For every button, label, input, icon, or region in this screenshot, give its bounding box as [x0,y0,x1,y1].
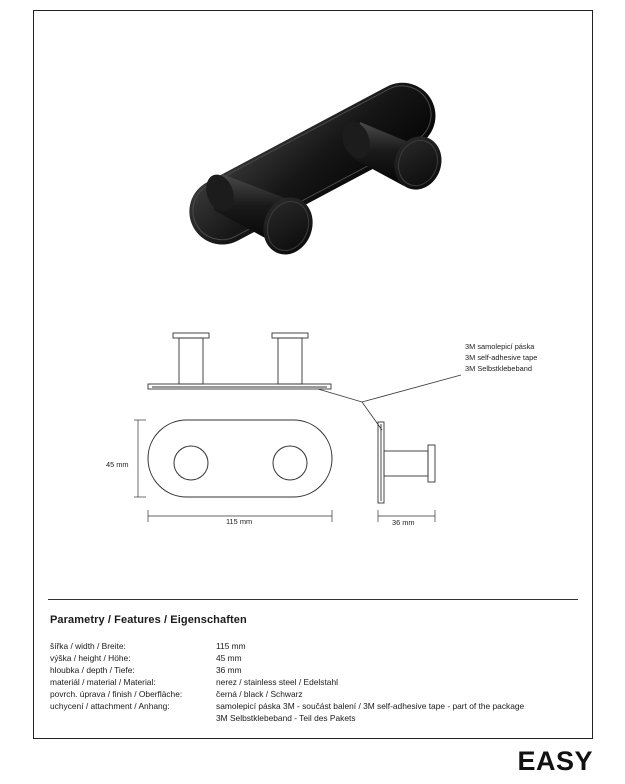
spec-value: samolepicí páska 3M - součást balení / 3M self-adhesive tape - part of the package [216,701,525,711]
tape-note-de: 3M Selbstklebeband [465,364,532,373]
side-view-drawing [378,422,435,503]
brand-logo: EASY [517,746,593,776]
spec-value: 36 mm [216,665,242,675]
spec-label: hloubka / depth / Tiefe: [50,665,135,675]
specs-title: Parametry / Features / Eigenschaften [50,614,247,626]
spec-label: povrch. úprava / finish / Oberfläche: [50,689,183,699]
tape-note-en: 3M self-adhesive tape [465,353,538,362]
spec-value: černá / black / Schwarz [216,689,303,699]
spec-value: nerez / stainless steel / Edelstahl [216,677,338,687]
spec-value: 3M Selbstklebeband - Teil des Pakets [216,713,356,723]
spec-label: šířka / width / Breite: [50,641,126,651]
spec-label: výška / height / Höhe: [50,653,131,663]
dim-height-label: 45 mm [106,460,129,469]
tape-leader [318,375,461,430]
tape-note-cz: 3M samolepicí páska [465,342,535,351]
spec-label: materiál / material / Material: [50,677,156,687]
dim-width-label: 115 mm [226,517,253,526]
spec-value: 45 mm [216,653,242,663]
spec-label: uchycení / attachment / Anhang: [50,701,170,711]
top-view-drawing [148,333,331,389]
front-view-drawing [148,420,332,497]
spec-value: 115 mm [216,641,246,651]
dim-depth-label: 36 mm [392,518,415,527]
dimension-lines [134,420,435,522]
product-photo [178,71,449,261]
section-divider [48,599,578,600]
